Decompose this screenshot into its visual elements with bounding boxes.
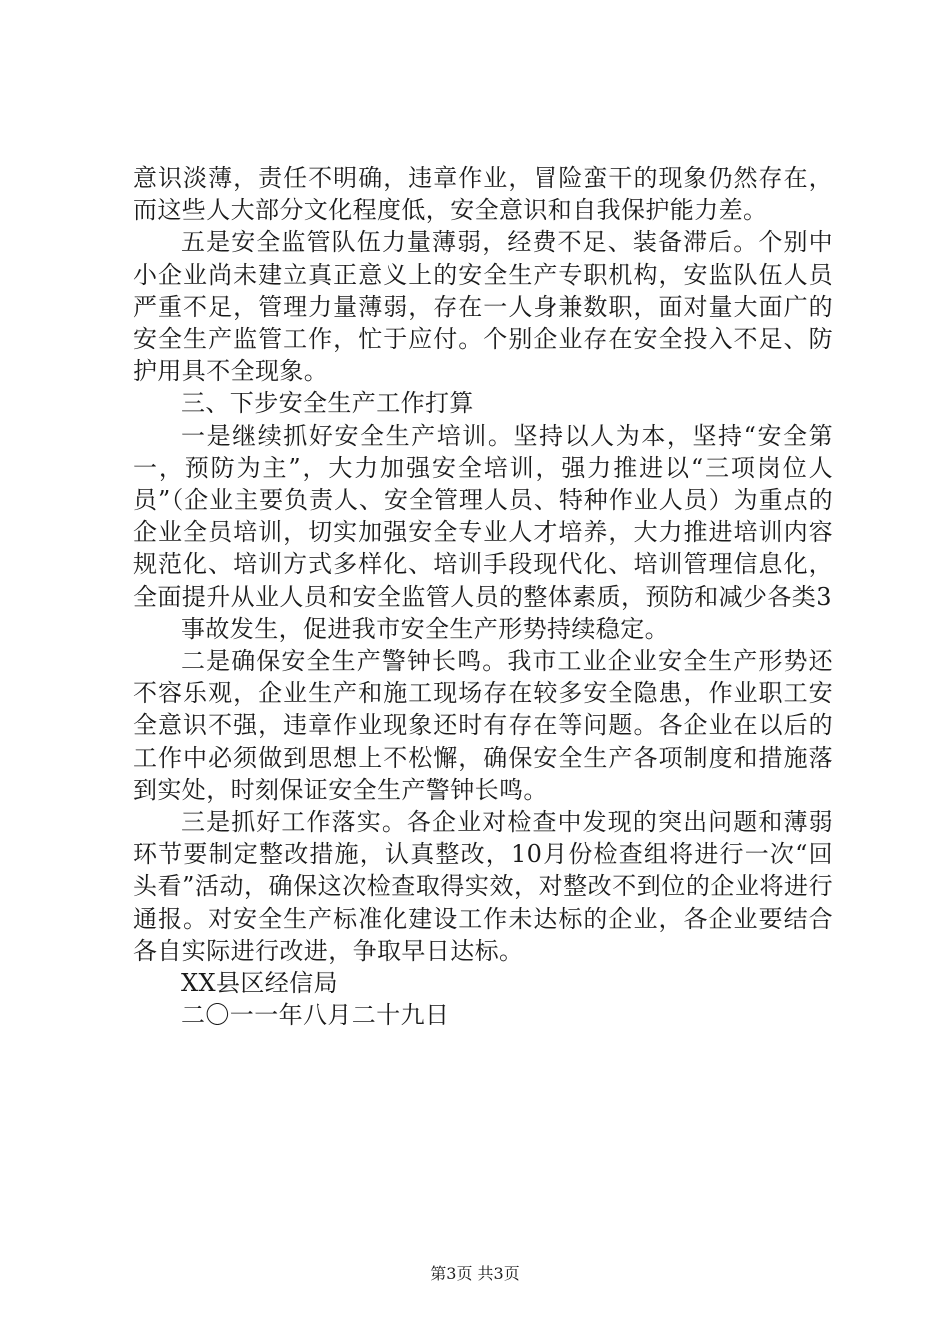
page-footer: 第3页 共3页 xyxy=(430,1264,520,1283)
signature-organization: XX县区经信局 xyxy=(181,969,338,998)
paragraph-point-three: 三是抓好工作落实。各企业对检查中发现的突出问题和薄弱环节要制定整改措施，认真整改，10月份检查组将进行一次“回头看”活动，确保这次检查取得实效，对整改不到位的企业将进行通报。对安全生产标准化建设工作未达标的企业，各企业要结合各自实际进行改进，争取早日达标。 xyxy=(133,808,833,965)
document-body xyxy=(133,162,833,1031)
paragraph-continuation: 意识淡薄，责任不明确，违章作业，冒险蛮干的现象仍然存在，而这些人大部分文化程度低，安全意识和自我保护能力差。 xyxy=(133,164,833,225)
paragraph-point-two: 二是确保安全生产警钟长鸣。我市工业企业安全生产形势还不容乐观，企业生产和施工现场存在较多安全隐患，作业职工安全意识不强，违章作业现象还时有存在等问题。各企业在以后的工作中必须做到思想上不松懈，确保安全生产各项制度和措施落到实处，时刻保证安全生产警钟长鸣。 xyxy=(133,647,833,804)
paragraph-point-one: 一是继续抓好安全生产培训。坚持以人为本，坚持“安全第一，预防为主”，大力加强安全培训，强力推进以“三项岗位人员”（企业主要负责人、安全管理人员、特种作业人员）为重点的企业全员培训，切实加强安全专业人才培养，大力推进培训内容规范化、培训方式多样化、培训手段现代化、培训管理信息化，全面提升从业人员和安全监管人员的整体素质，预防和减少各类3 xyxy=(133,421,833,611)
signature-date: 二〇一一年八月二十九日 xyxy=(181,1001,450,1030)
paragraph-point-one-continued: 事故发生，促进我市安全生产形势持续稳定。 xyxy=(181,614,669,643)
paragraph-point-five: 五是安全监管队伍力量薄弱，经费不足、装备滞后。个别中小企业尚未建立真正意义上的安全生产专职机构，安监队伍人员严重不足，管理力量薄弱，存在一人身兼数职，面对量大面广的安全生产监管工作，忙于应付。个别企业存在安全投入不足、防护用具不全现象。 xyxy=(133,228,833,386)
section-heading-next-steps: 三、下步安全生产工作打算 xyxy=(181,389,474,418)
